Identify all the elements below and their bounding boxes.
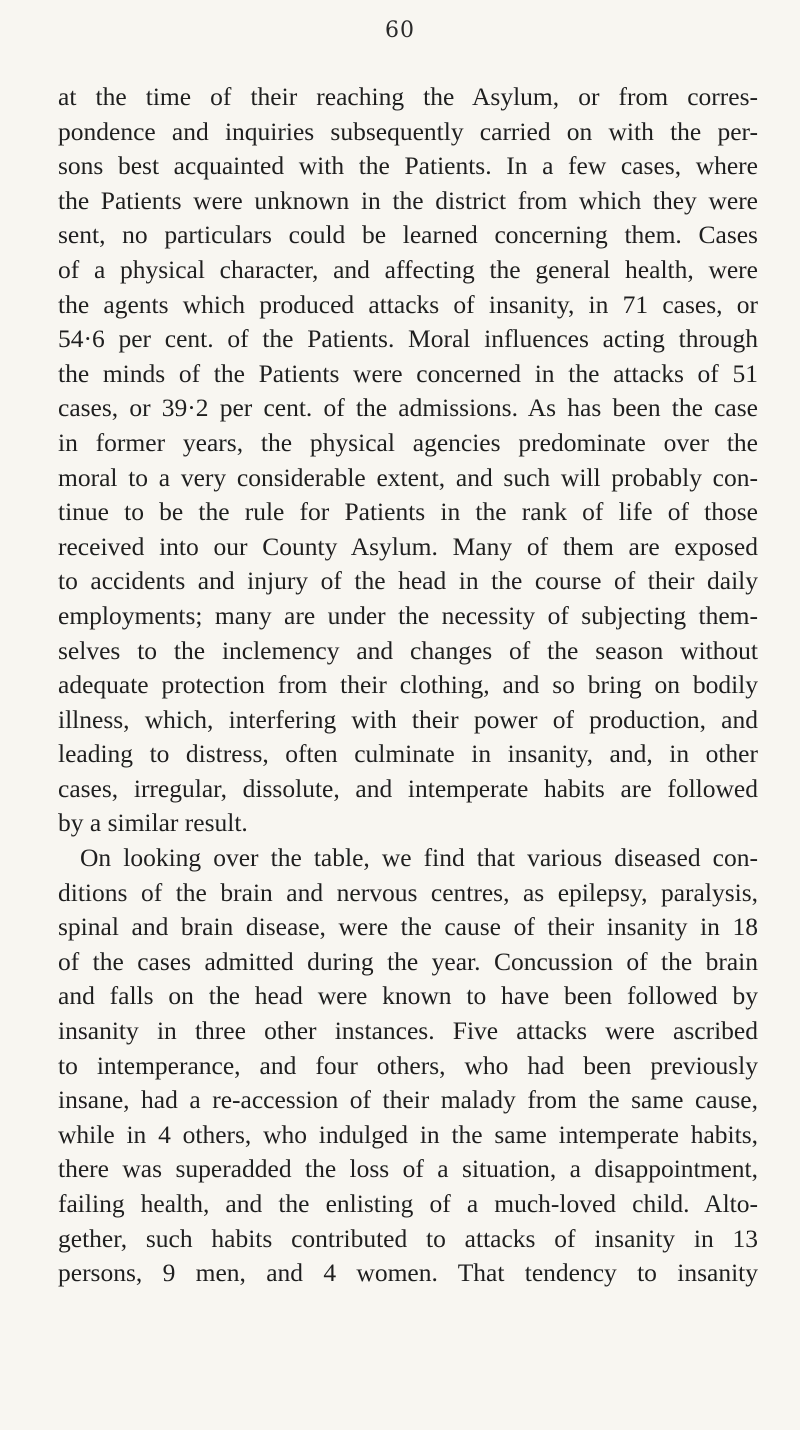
text-line: moral to a very considerable extent, and such will probably con- xyxy=(58,462,758,492)
text-line: insanity in three other instances. Five attacks were ascribed xyxy=(58,1016,758,1046)
text-line: selves to the inclemency and changes of the season without xyxy=(58,635,758,665)
text-line: On looking over the table, we find that various diseased con- xyxy=(80,843,758,873)
text-line: cases, irregular, dissolute, and intemperate habits are followed xyxy=(58,773,758,803)
text-line: there was superadded the loss of a situation, a disappointment, xyxy=(58,1154,758,1184)
text-line: the minds of the Patients were concerned in the attacks of 51 xyxy=(58,358,758,388)
text-line: of the cases admitted during the year. Concussion of the brain xyxy=(58,946,758,976)
text-line: the agents which produced attacks of insanity, in 71 cases, or xyxy=(58,289,758,319)
text-line: insane, had a re-accession of their malady from the same cause, xyxy=(58,1085,758,1115)
text-line: at the time of their reaching the Asylum, or from corres- xyxy=(58,82,758,111)
text-line: leading to distress, often culminate in insanity, and, in other xyxy=(58,739,758,769)
text-line: of a physical character, and affecting the general health, were xyxy=(58,254,758,284)
text-line: sent, no particulars could be learned concerning them. Cases xyxy=(58,220,758,250)
text-line: 54·6 per cent. of the Patients. Moral influences acting through xyxy=(58,324,758,354)
page-number: 60 xyxy=(385,18,415,43)
text-line: pondence and inquiries subsequently carried on with the per- xyxy=(58,116,758,146)
body-text xyxy=(58,80,758,1291)
text-line: the Patients were unknown in the district from which they were xyxy=(58,185,758,215)
paragraph-2 xyxy=(58,841,758,1291)
text-line: in former years, the physical agencies predominate over the xyxy=(58,427,758,457)
paragraph-1 xyxy=(58,80,758,841)
text-line: by a similar result. xyxy=(58,808,248,838)
text-line: and falls on the head were known to have been followed by xyxy=(58,981,758,1011)
text-line: while in 4 others, who indulged in the same intemperate habits, xyxy=(58,1119,758,1149)
text-line: to intemperance, and four others, who had been previously xyxy=(58,1050,758,1080)
text-line: spinal and brain disease, were the cause of their insanity in 18 xyxy=(58,912,758,942)
text-line: gether, such habits contributed to attacks of insanity in 13 xyxy=(58,1223,758,1253)
text-line: failing health, and the enlisting of a much-loved child. Alto- xyxy=(58,1189,758,1218)
text-line: persons, 9 men, and 4 women. That tendency to insanity xyxy=(58,1258,758,1288)
text-line: employments; many are under the necessity of subjecting them- xyxy=(58,600,758,630)
text-line: cases, or 39·2 per cent. of the admissions. As has been the case xyxy=(58,393,758,423)
text-line: adequate protection from their clothing, and so bring on bodily xyxy=(58,670,758,700)
text-line: to accidents and injury of the head in the course of their daily xyxy=(58,566,758,596)
text-line: illness, which, interfering with their power of production, and xyxy=(58,704,758,734)
text-line: received into our County Asylum. Many of them are exposed xyxy=(58,531,758,561)
text-line: sons best acquainted with the Patients. In a few cases, where xyxy=(58,151,758,181)
text-line: tinue to be the rule for Patients in the rank of life of those xyxy=(58,497,758,527)
text-line: ditions of the brain and nervous centres, as epilepsy, paralysis, xyxy=(58,877,758,907)
